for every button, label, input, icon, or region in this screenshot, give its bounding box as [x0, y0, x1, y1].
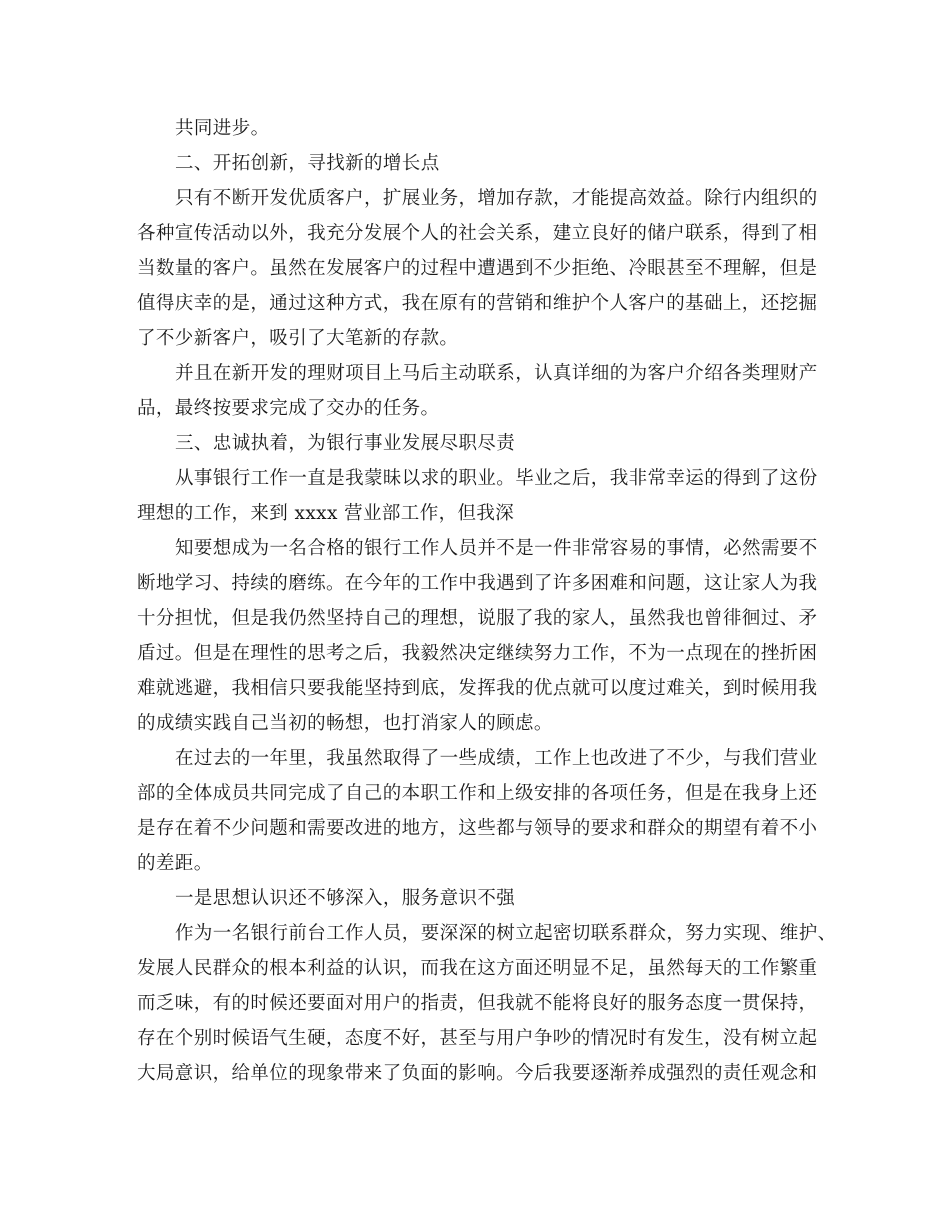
section-heading: 一是思想认识还不够深入，服务意识不强	[175, 888, 516, 909]
text-line: 在过去的一年里，我虽然取得了一些成绩，工作上也改进了不少，与我们营业	[175, 748, 818, 769]
text-line: 断地学习、持续的磨练。在今年的工作中我遇到了许多困难和问题，这让家人为我	[137, 573, 818, 594]
text-line: 的成绩实践自己当初的畅想，也打消家人的顾虑。	[137, 713, 553, 734]
text-line: 了不少新客户，吸引了大笔新的存款。	[137, 328, 459, 349]
text-line: 知要想成为一名合格的银行工作人员并不是一件非常容易的事情，必然需要不	[175, 538, 818, 559]
text-line: 是存在着不少问题和需要改进的地方，这些都与领导的要求和群众的期望有着不小	[137, 818, 818, 839]
text-line: 而乏味，有的时候还要面对用户的指责，但我就不能将良好的服务态度一贯保持，	[137, 993, 818, 1014]
text-line: 十分担忧，但是我仍然坚持自己的理想，说服了我的家人，虽然我也曾徘徊过、矛	[137, 608, 818, 629]
text-line: 作为一名银行前台工作人员，要深深的树立起密切联系群众，努力实现、维护、	[175, 923, 837, 944]
text-line: 只有不断开发优质客户，扩展业务，增加存款，才能提高效益。除行内组织的	[175, 188, 818, 209]
text-line: 存在个别时候语气生硬，态度不好，甚至与用户争吵的情况时有发生，没有树立起	[137, 1028, 818, 1049]
text-line: 部的全体成员共同完成了自己的本职工作和上级安排的各项任务，但是在我身上还	[137, 783, 818, 804]
text-line: 发展人民群众的根本利益的认识，而我在这方面还明显不足，虽然每天的工作繁重	[137, 958, 818, 979]
text-line: 大局意识，给单位的现象带来了负面的影响。今后我要逐渐养成强烈的责任观念和	[137, 1063, 818, 1084]
text-line: 当数量的客户。虽然在发展客户的过程中遭遇到不少拒绝、冷眼甚至不理解，但是	[137, 258, 818, 279]
text-line: 理想的工作，来到 xxxx 营业部工作，但我深	[137, 503, 515, 524]
text-line: 并且在新开发的理财项目上马后主动联系，认真详细的为客户介绍各类理财产	[175, 363, 818, 384]
text-line: 盾过。但是在理性的思考之后，我毅然决定继续努力工作，不为一点现在的挫折困	[137, 643, 818, 664]
section-heading: 二、开拓创新，寻找新的增长点	[175, 153, 440, 174]
text-line: 值得庆幸的是，通过这种方式，我在原有的营销和维护个人客户的基础上，还挖掘	[137, 293, 818, 314]
text-line: 从事银行工作一直是我蒙昧以求的职业。毕业之后，我非常幸运的得到了这份	[175, 468, 818, 489]
text-line: 难就逃避，我相信只要我能坚持到底，发挥我的优点就可以度过难关，到时候用我	[137, 678, 818, 699]
section-heading: 三、忠诚执着，为银行事业发展尽职尽责	[175, 433, 516, 454]
text-line: 品，最终按要求完成了交办的任务。	[137, 398, 440, 419]
text-line: 的差距。	[137, 853, 213, 874]
text-line: 共同进步。	[175, 118, 270, 139]
text-line: 各种宣传活动以外，我充分发展个人的社会关系，建立良好的储户联系，得到了相	[137, 223, 818, 244]
